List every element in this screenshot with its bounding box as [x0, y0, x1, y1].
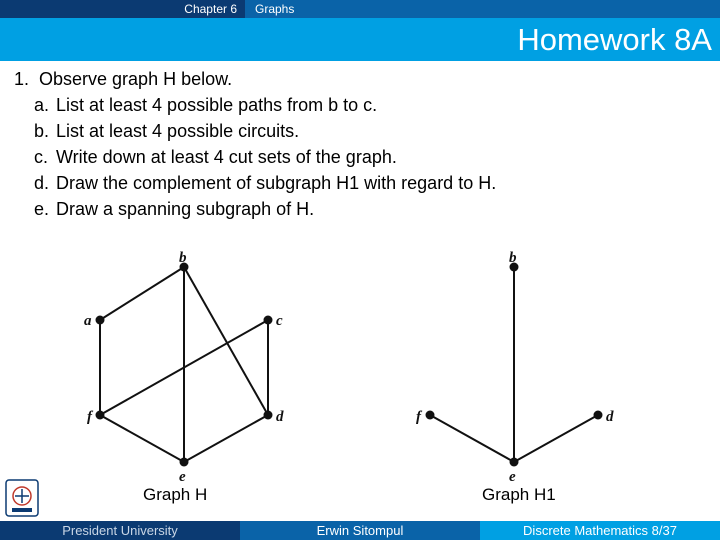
graph-h1-edges — [430, 267, 598, 462]
footer-institution: President University — [0, 521, 240, 540]
label-b: b — [179, 250, 187, 266]
vertex-d — [594, 411, 603, 420]
label-e: e — [509, 469, 516, 485]
edge-b-d — [184, 267, 268, 415]
item-text: Write down at least 4 cut sets of the graph. — [56, 147, 397, 167]
label-a: a — [84, 313, 92, 329]
label-c: c — [276, 313, 283, 329]
item-text: Draw a spanning subgraph of H. — [56, 199, 315, 219]
question-prompt — [14, 66, 496, 92]
edge-d-e — [184, 415, 268, 462]
caption-graph-h1: Graph H1 — [482, 485, 556, 504]
question-item-a — [14, 92, 496, 118]
footer — [0, 521, 720, 540]
edge-b-a — [100, 267, 184, 320]
vertex-c — [264, 316, 273, 325]
label-d: d — [276, 409, 284, 425]
item-letter: b. — [34, 121, 50, 141]
vertex-a — [96, 316, 105, 325]
slide-title: Homework 8A — [517, 22, 712, 57]
caption-graph-h: Graph H — [143, 485, 208, 504]
question-item-d — [14, 170, 496, 196]
graph-diagrams — [0, 243, 720, 485]
vertex-e — [180, 458, 189, 467]
chapter-title: Graphs — [255, 2, 295, 16]
item-letter: d. — [34, 173, 50, 193]
label-b: b — [509, 250, 517, 266]
item-text: List at least 4 possible paths from b to c. — [56, 95, 378, 115]
item-letter: a. — [34, 95, 50, 115]
vertex-f — [96, 411, 105, 420]
question-item-b — [14, 118, 496, 144]
item-letter: c. — [34, 147, 49, 167]
question-number: 1. — [14, 69, 30, 89]
label-f: f — [87, 409, 92, 425]
label-f: f — [416, 409, 421, 425]
label-e: e — [179, 469, 186, 485]
question-item-e — [14, 196, 496, 222]
edge-f-e — [430, 415, 514, 462]
vertex-f — [426, 411, 435, 420]
label-d: d — [606, 409, 614, 425]
graph-h-edges — [100, 267, 268, 462]
item-text: Draw the complement of subgraph H1 with regard to H. — [56, 173, 497, 193]
item-text: List at least 4 possible circuits. — [56, 121, 300, 141]
footer-author: Erwin Sitompul — [240, 521, 480, 540]
question-block — [14, 66, 496, 222]
question-text: Observe graph H below. — [39, 69, 233, 89]
vertex-d — [264, 411, 273, 420]
footer-course-page: Discrete Mathematics 8/37 — [480, 521, 720, 540]
edge-d-e — [514, 415, 598, 462]
edge-f-e — [100, 415, 184, 462]
vertex-e — [510, 458, 519, 467]
university-logo-icon — [4, 478, 40, 518]
question-item-c — [14, 144, 496, 170]
item-letter: e. — [34, 199, 50, 219]
chapter-label: Chapter 6 — [0, 0, 245, 18]
